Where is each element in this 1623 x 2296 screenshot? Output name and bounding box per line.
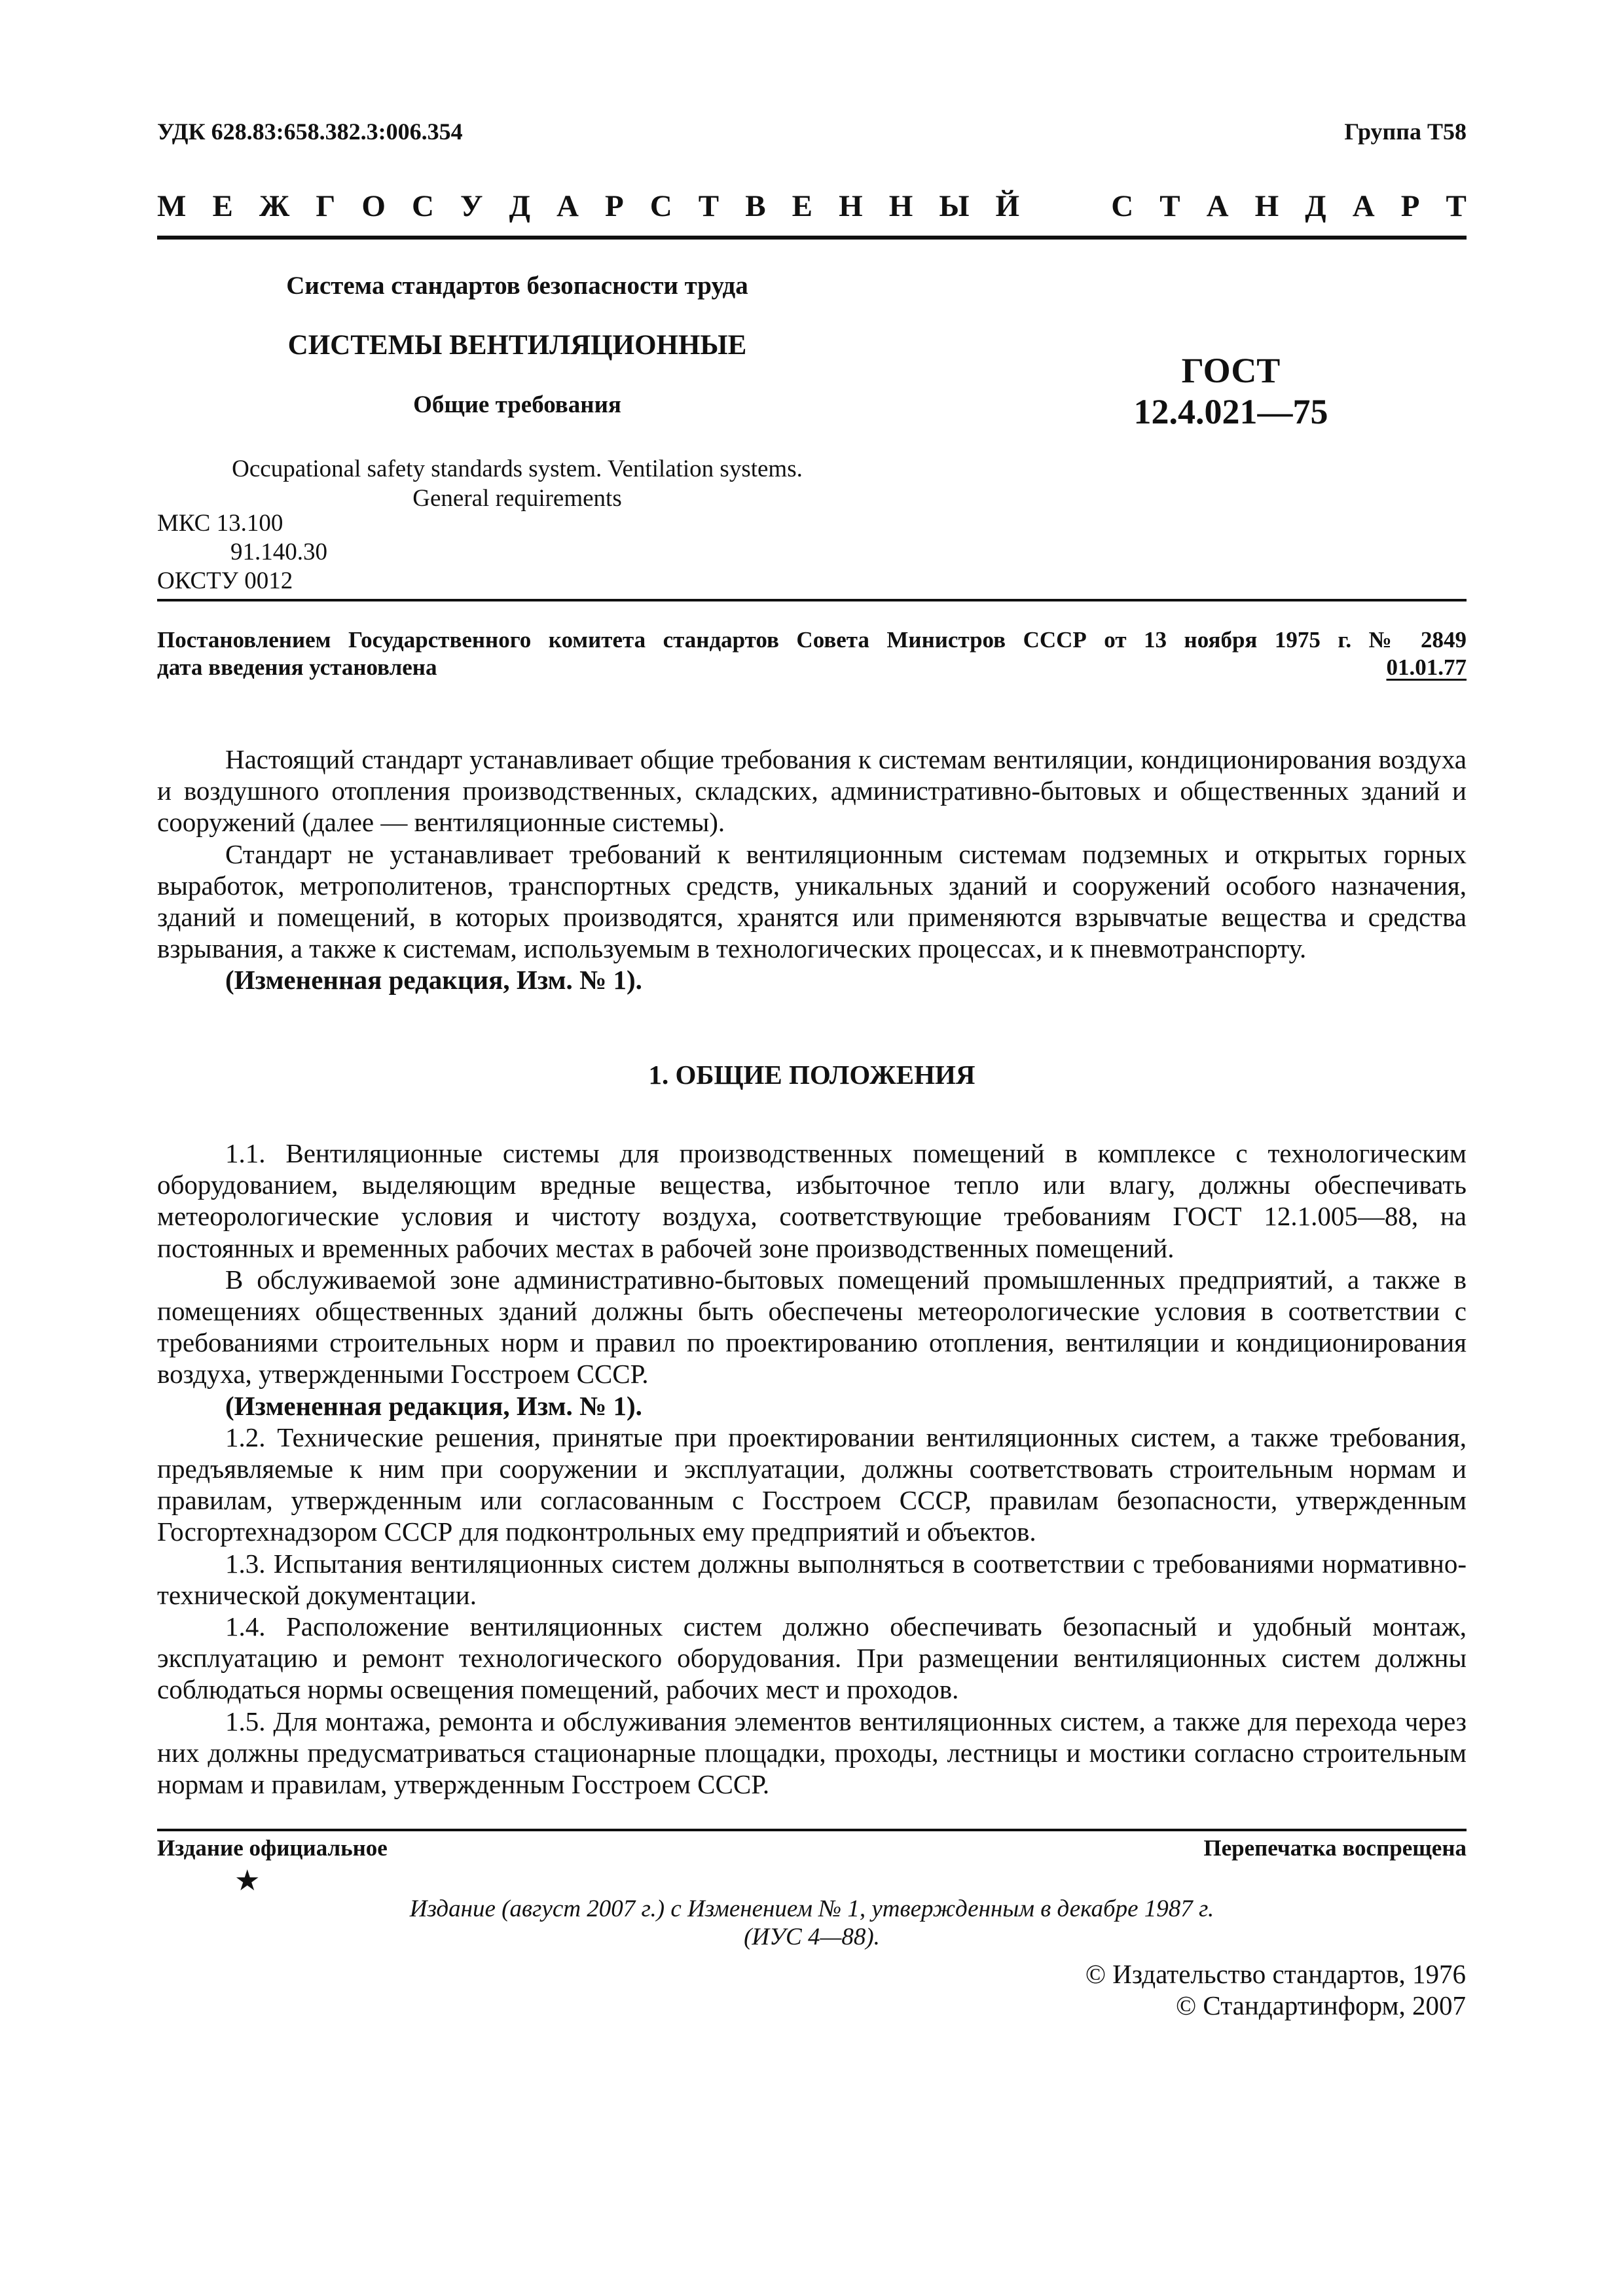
mks-code-1: МКС 13.100 [157, 510, 283, 537]
intro-date: 01.01.77 [1386, 655, 1467, 680]
footer-rule [157, 1829, 1467, 1831]
intro-change-note: (Измененная редакция, Изм. № 1). [225, 965, 642, 996]
intro-text [157, 744, 1467, 996]
header-rule [157, 236, 1467, 240]
standard-type-letter: М [157, 189, 187, 223]
standard-word-letter: Т [1446, 189, 1467, 223]
standard-type-letters [157, 188, 1467, 224]
clause-1-1-change-note: (Измененная редакция, Изм. № 1). [225, 1390, 642, 1421]
gost-label: ГОСТ [1181, 351, 1281, 390]
standard-word-letter: А [1206, 189, 1229, 223]
standard-type-letter: С [412, 189, 434, 223]
edition-note-line1: Издание (август 2007 г.) с Изменением № 1, утвержденным в декабре 1987 г. [409, 1895, 1214, 1922]
section-1-text [157, 1138, 1467, 1800]
standard-type-letter: Т [698, 189, 720, 223]
copyright-1976: © Издательство стандартов, 1976 [1085, 1959, 1466, 1989]
gost-number: 12.4.021—75 [1133, 392, 1328, 431]
clause-1-4: 1.4. Расположение вентиляционных систем должно обеспечивать безопасный и удобный монтаж, эксплуатацию и ремонт технологического оборудования. При размещении вентиляционных систем должны соблюдаться нормы освещения помещений, рабочих мест и проходов. [157, 1611, 1467, 1705]
standard-type-letter: Г [316, 189, 336, 223]
standard-type-letter: С [649, 189, 672, 223]
document-subtitle: Общие требования [413, 391, 621, 418]
standard-word-letter: Н [1254, 189, 1279, 223]
english-title-line1: Occupational safety standards system. Ventilation systems. [232, 456, 803, 482]
standard-word-letter: С [1111, 189, 1134, 223]
standard-type-letter: Е [212, 189, 233, 223]
title-rule [157, 599, 1467, 601]
standard-type-letter: Е [792, 189, 812, 223]
official-edition-label: Издание официальное [157, 1835, 388, 1861]
clause-1-2: 1.2. Технические решения, принятые при проектировании вентиляционных систем, а также требования, предъявляемые к ним при сооружении и эксплуатации, должны соответствовать строительным нормам и правилам, утвержденным или согласованным с Госстроем СССР, правилам безопасности, утвержденным Госгортехнадзором СССР для подконтрольных ему предприятий и объектов. [157, 1422, 1467, 1547]
standard-type-letter: Ж [259, 189, 290, 223]
standard-type-letter: Н [888, 189, 913, 223]
standard-type-letter: Д [509, 189, 530, 223]
clause-1-3: 1.3. Испытания вентиляционных систем должны выполняться в соответствии с требованиями нормативно-технической документации. [157, 1548, 1467, 1610]
word-gap [1046, 188, 1085, 224]
mks-code-2: 91.140.30 [230, 539, 327, 565]
standard-type-letter: У [460, 189, 483, 223]
udk-code: УДК 628.83:658.382.3:006.354 [157, 118, 463, 145]
decree-line2 [157, 655, 1467, 681]
okstu-code: ОКСТУ 0012 [157, 567, 293, 594]
edition-note-line2: (ИУС 4—88). [744, 1924, 880, 1950]
standard-type-letter: Ы [939, 189, 970, 223]
system-title: Система стандартов безопасности труда [286, 272, 748, 300]
standard-type-letter: Й [995, 189, 1020, 223]
standard-type-letter: О [361, 189, 386, 223]
standard-type-letter: В [745, 189, 766, 223]
standard-word-letter: Т [1159, 189, 1180, 223]
standard-type-letter: А [556, 189, 579, 223]
star-icon: ★ [234, 1865, 261, 1897]
standard-word-letter: Д [1305, 189, 1326, 223]
clause-1-1: 1.1. Вентиляционные системы для производственных помещений в комплексе с технологическим оборудованием, выделяющим вредные вещества, избыточное тепло или влагу, должны обеспечивать метеорологические условия и чистоту воздуха, соответствующие требованиям ГОСТ 12.1.005—88, на постоянных и временных рабочих местах в рабочей зоне производственных помещений. [157, 1138, 1467, 1263]
intro-paragraph-2: Стандарт не устанавливает требований к вентиляционным системам подземных и открытых горных выработок, метрополитенов, транспортных средств, уникальных зданий и сооружений особого назначения, зданий и помещений, в которых производятся, хранятся или применяются взрывчатые вещества и средства взрывания, а также к системам, используемым в технологических процессах, и к пневмотранспорту. [157, 838, 1467, 964]
standard-type-heading [157, 188, 1467, 224]
section-1-heading: 1. ОБЩИЕ ПОЛОЖЕНИЯ [648, 1060, 976, 1090]
classification-codes [157, 509, 327, 596]
standard-type-letter: Н [839, 189, 863, 223]
standard-type-letter: Р [605, 189, 624, 223]
document-title: СИСТЕМЫ ВЕНТИЛЯЦИОННЫЕ [287, 330, 747, 361]
clause-1-5: 1.5. Для монтажа, ремонта и обслуживания элементов вентиляционных систем, а также для перехода через них должны предусматриваться стационарные площадки, проходы, лестницы и мостики согласно строительным нормам и правилам, утвержденным Госстроем СССР. [157, 1706, 1467, 1800]
standard-word-letter: Р [1400, 189, 1420, 223]
group-code: Группа Т58 [1344, 118, 1467, 145]
intro-paragraph-1: Настоящий стандарт устанавливает общие требования к системам вентиляции, кондиционирования воздуха и воздушного отопления производственных, складских, административно-бытовых и общественных зданий и сооружений (далее — вентиляционные системы). [157, 744, 1467, 838]
decree-line1: Постановлением Государственного комитета стандартов Совета Министров СССР от 13 ноября 1975 г. № 2849 [157, 627, 1467, 653]
intro-date-label: дата введения установлена [157, 655, 437, 680]
header-row [157, 118, 1467, 145]
english-title-line2: General requirements [412, 485, 622, 512]
footer-row [157, 1835, 1467, 1861]
reprint-prohibited-label: Перепечатка воспрещена [1203, 1835, 1467, 1861]
clause-1-1-paragraph-2: В обслуживаемой зоне административно-бытовых помещений промышленных предприятий, а также в помещениях общественных зданий должны быть обеспечены метеорологические условия в соответствии с требованиями строительных норм и правил по проектированию отопления, вентиляции и кондиционирования воздуха, утвержденными Госстроем СССР. [157, 1264, 1467, 1390]
standard-word-letter: А [1352, 189, 1375, 223]
copyright-2007: © Стандартинформ, 2007 [1176, 1990, 1466, 2020]
